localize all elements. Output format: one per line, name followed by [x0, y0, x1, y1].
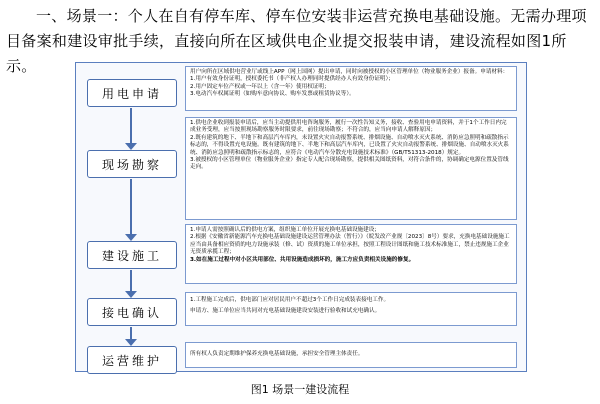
step-apply-label: 用电申请: [101, 86, 162, 101]
arrow-2: [130, 179, 132, 234]
intro-text: 一、场景一：个人在自有停车库、停车位安装非运营充换电基础设施。无需办理项目备案和建设审批手续，直接向所在区域供电企业提交报装申请，建设流程如图1所示。: [6, 7, 587, 75]
desc-connect-line: 申请方、施工单位应当共同对充电基础设施建设安装进行验收和试充电确认。: [190, 308, 381, 315]
arrow-head-2: [125, 234, 137, 241]
arrow-head-3: [125, 291, 137, 298]
desc-construct: [185, 224, 517, 284]
desc-construct-line: 3.如在施工过程中对小区共用部位、共用设施造成损坏的，施工方应负责相关设施的修复。: [190, 256, 415, 263]
arrow-3: [130, 270, 132, 291]
desc-survey: [185, 117, 517, 220]
step-maintain-label: 运营维护: [101, 353, 162, 368]
step-construct-label: 建设施工: [101, 248, 162, 263]
desc-survey-line: 3.被授权的小区管理单位（物业服务企业）指定专人配合现场勘察，提供相关图纸资料，对符合条件的，协调确定电源位置及管线走向。: [190, 157, 509, 171]
step-connect-label: 接电确认: [101, 305, 162, 320]
desc-maintain: [185, 342, 517, 368]
arrow-4: [130, 327, 132, 339]
desc-connect: [185, 292, 517, 326]
step-maintain: [87, 346, 177, 374]
desc-apply-line: 3.电动汽车权属证明（如购车意向协议、购车发票或租赁协议等）。: [190, 91, 355, 98]
desc-apply-line: 2.用户固定车位产权或一年以上（含一年）使用权证明；: [190, 83, 330, 90]
step-apply: [87, 79, 177, 107]
step-connect: [87, 298, 177, 326]
desc-apply-line: 1.用户有效身份证明，授权委托书（非产权人办理同时提供经办人有效身份证明）；: [190, 76, 394, 83]
desc-connect-line: 1.工程施工完成后，供电部门应对居民用户不超过3个工作日完成装表接电工作。: [190, 297, 390, 303]
step-survey-label: 现场勘察: [101, 157, 162, 172]
step-construct: [87, 241, 177, 269]
desc-construct-line: 2.根据《安徽省新能源汽车充换电基础设施建设运营管理办法（暂行）》（皖发改产业规〔2023〕8号）要求，充换电基础设施施工应当由具备相应资质的电力设施承装（修、试）资质的施工单位承担，按照工程设计图纸和施工技术标准施工，禁止违规施工企业无资质承揽工程；: [190, 234, 510, 256]
desc-survey-line: 1.供电企业收到报装申请后，应当主动提供用电咨询服务，履行一次性告知义务，接收、查验用电申请资料，并于1个工作日内完成业务受理，应当按照现场勘察服务时限要求，前往现场勘察；不符合的，应当向申请人解释原因；: [190, 120, 507, 134]
arrow-1: [130, 108, 132, 143]
desc-apply: [185, 66, 517, 111]
desc-apply-line: 用户向所在区域供电营业厅或线上APP（网上国网）提出申请，同时向被授权的小区管理单位（物业服务企业）报备。申请材料：: [190, 69, 509, 75]
figure-caption: 图1 场景一建设流程: [250, 383, 350, 396]
step-survey: [87, 150, 177, 178]
desc-construct-line: 1.申请人需按照确认后的供电方案，组织施工单位开展充换电基础设施建设；: [190, 227, 380, 233]
arrow-head-1: [125, 143, 137, 150]
desc-maintain-line: 所有权人负责定期维护保养充换电基础设施，承担安全管理主体责任。: [190, 351, 364, 358]
desc-survey-line: 2.既有建筑的地下、半地下和高层汽车库内，未设置火灾自动报警系统、排烟设施、自动喷水灭火系统、消防应急照明和疏散指示标志的，不得设置充电设施。既有建筑的地下、半地下和高层汽车库内，已设置了火灾自动报警系统、排烟设施、自动喷水灭火系统、消防应急照明和疏散指示标志的，应符合《电动汽车分散充电设施技术标准》（GB/T51313-2018）规定。: [190, 134, 509, 156]
arrow-head-4: [125, 339, 137, 346]
